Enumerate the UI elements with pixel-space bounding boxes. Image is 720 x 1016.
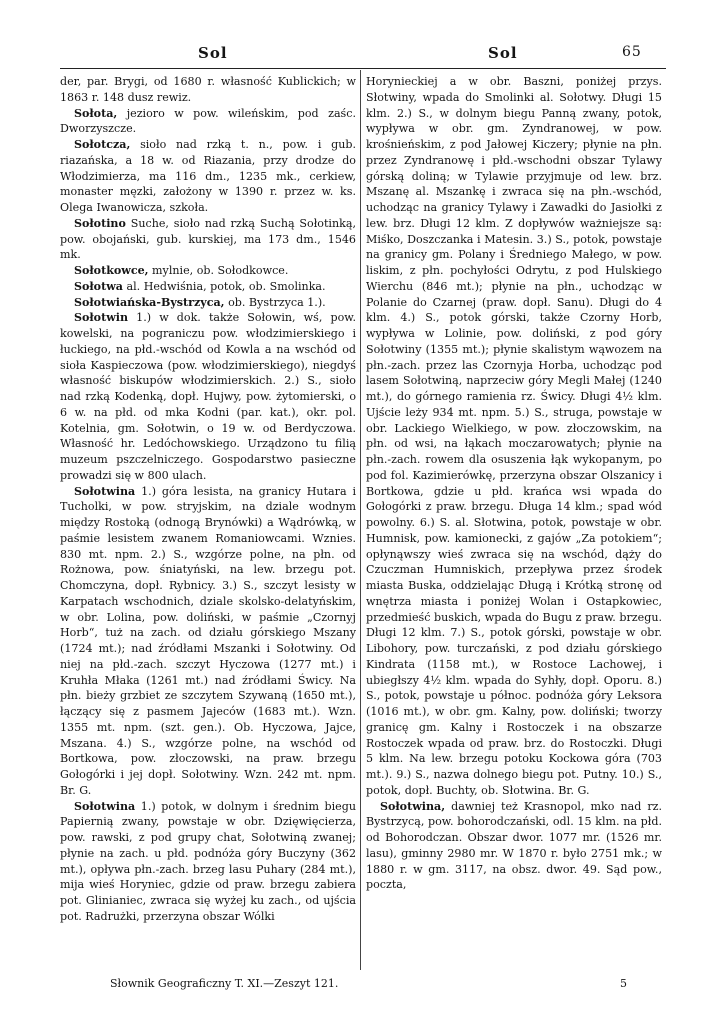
entry-paragraph	[60, 216, 356, 263]
running-header-left: Sol	[198, 44, 228, 62]
running-header-right: Sol	[488, 44, 518, 62]
entry-text: 1.) w dok. także Sołowin, wś, pow. kowelski, na pograniczu pow. włodzimierskiego i łuckiego, na płd.-wschód od Kowla a na wschód od sioła Kaspieczowa (pow. włodzimierskiego), niegdyś własność biskupów włodzimierskich. 2.) S., sioło nad rzką Kodenką, dopł. Hujwy, pow. żytomierski, o 6 w. na płd. od mka Kodni (par. kat.), okr. pol. Kotelnia, gm. Sołotwin, o 19 w. od Berdyczowa. Własność hr. Ledóchowskiego. Urządzono tu filią muzeum pszczelniczego. Gospodarstwo pasieczne prowadzi się w 800 ulach.	[60, 311, 356, 482]
entry-headword: Sołota,	[74, 106, 118, 120]
entry-headword: Sołotino	[74, 216, 126, 230]
entry-paragraph	[366, 74, 662, 799]
entry-text: Horynieckiej a w obr. Baszni, poniżej przys. Słotwiny, wpada do Smolinki al. Sołotwy. Długi 15 klm. 2.) S., w dolnym biegu Panną zwany, potok, wypływa w obr. gm. Zyndranowej, w pow. krośnieńskim, z pod Jałowej Kiczery; płynie na płn. przez Zyndranowę i płd.-wschodni obszar Tylawy górską doliną; w Tylawie przyjmuje od lew. brz. Mszanę al. Mszankę i zwraca się na płn.-wschód, uchodząc na granicy Tylawy i Zawadki do Jasiołki z lew. brz. Długi 12 klm. Z dopływów ważniejsze są: Miśko, Doszczanka i Matesin. 3.) S., potok, powstaje na granicy gm. Polany i Średniego Małego, w pow. liskim, z płn. pochyłości Odrytu, z pod Hulskiego Wierchu (846 mt.); płynie na płn., uchodząc w Polanie do Czarnej (praw. dopł. Sanu). Długi do 4 klm. 4.) S., potok górski, także Czorny Horb, wypływa w Lolinie, pow. doliński, z pod góry Sołotwiny (1355 mt.); płynie skalistym wąwozem na płn.-zach. przez las Czornyja Horba, uchodząc pod lasem Sołotwiną, naprzeciw góry Megli Małej (1240 mt.), do górnego ramienia rz. Świcy. Długi 4½ klm. Ujście leży 934 mt. npm. 5.) S., struga, powstaje w obr. Lackiego Wielkiego, w pow. złoczowskim, na płn. od wsi, na łąkach moczarowatych; płynie na płn.-zach. rowem dla osuszenia łąk wykopanym, po pod fol. Kazimierówkę, przerzyna obszar Olszanicy i Bortkowa, gdzie u płd. krańca wsi wpada do Gołogórki z praw. brzegu. Długa 14 klm.; spad wód powolny. 6.) S. al. Słotwina, potok, powstaje w obr. Humnisk, pow. kamionecki, z gajów „Za potokiem“; opłynąwszy wieś zwraca się na wschód, dąży do Czuczman Humniskich, przepływa przez środek miasta Buska, oddzielając Długą i Krótką stronę od wnętrza miasta i poniżej Wolan i Ostapkowiec, przedmieść buskich, wpada do Bugu z praw. brzegu. Długi 12 klm. 7.) S., potok górski, powstaje w obr. Libohory, pow. turczański, z pod działu górskiego Kindrata (1158 mt.), w Rostoce Lachowej, i ubiegłszy 4½ klm. wpada do Syhły, dopł. Oporu. 8.) S., potok, powstaje u północ. podnóża góry Leksora (1016 mt.), w obr. gm. Kalny, pow. doliński; tworzy granicę gm. Kalny i Rostoczek i na obszarze Rostoczek wpada od praw. brz. do Rostoczki. Długi 5 klm. Na lew. brzegu potoku Kockowa góra (703 mt.). 9.) S., nazwa dolnego biegu pot. Putny. 10.) S., potok, dopł. Buchty, ob. Słotwina. Br. G.	[366, 75, 662, 797]
entry-text: der, par. Brygi, od 1680 r. własność Kublickich; w 1863 r. 148 dusz rewiz.	[60, 75, 356, 104]
entry-text: jezioro w pow. wileńskim, pod zaśc. Dworzyszcze.	[60, 106, 356, 136]
entry-text: 1.) potok, w dolnym i średnim biegu Papiernią zwany, powstaje w obr. Dzięwięcierza, pow. rawski, z pod grupy chat, Sołotwiną zwanej; płynie na zach. u płd. podnóża góry Buczyny (362 mt.), opływa płn.-zach. brzeg lasu Puhary (284 mt.), mija wieś Horyniec, gdzie od praw. brzegu zabiera pot. Glinianiec, zwraca się wyżej ku zach., od ujścia pot. Radrużki, przerzyna obszar Wólki	[60, 799, 356, 923]
entry-text: 1.) góra lesista, na granicy Hutara i Tucholki, w pow. stryjskim, na dziale wodnym między Rostoką (odnogą Brynówki) a Wądrówką, w paśmie lesistem zwanem Romaniowcami. Wznies. 830 mt. npm. 2.) S., wzgórze polne, na płn. od Rożnowa, pow. śniatyński, na lew. brzegu pot. Chomczyna, dopł. Rybnicy. 3.) S., szczyt lesisty w Karpatach wschodnich, dziale skolsko-delatyńskim, w obr. Lolina, pow. doliński, w paśmie „Czornyj Horb“, tuż na zach. od działu górskiego Mszany (1724 mt.); nad źródłami Mszanki i Sołotwiny. Od niej na płd.-zach. szczyt Hyczowa (1277 mt.) i Kruhła Młaka (1261 mt.) nad źródłami Świcy. Na płn. bieży grzbiet ze szczytem Szywaną (1650 mt.), łączący się z pasmem Jajeców (1683 mt.). Wzn. 1355 mt. npm. (szt. gen.). Ob. Hyczowa, Jajce, Mszana. 4.) S., wzgórze polne, na wschód od Bortkowa, pow. złoczowski, na praw. brzegu Gołogórki i jej dopł. Sołotwiny. Wzn. 242 mt. npm. Br. G.	[60, 484, 356, 797]
entry-paragraph	[60, 799, 356, 925]
footer-sheet-number: 5	[620, 977, 627, 990]
entry-headword: Sołotwa	[74, 279, 123, 293]
entry-headword: Sołotwiańska-Bystrzyca,	[74, 295, 225, 309]
entry-paragraph	[60, 106, 356, 138]
footer-signature: Słownik Geograficzny T. XI.—Zeszyt 121.	[110, 977, 339, 990]
entry-text: sioło nad rzką t. n., pow. i gub. riazańska, a 18 w. od Riazania, przy drodze do Włodzimierza, ma 116 dm., 1235 mk., cerkiew, monaster męzki, założony w 1390 r. przez w. ks. Olega Iwanowicza, szkoła.	[60, 138, 356, 214]
entry-paragraph	[60, 263, 356, 279]
entry-paragraph	[60, 279, 356, 295]
right-column	[366, 74, 662, 893]
entry-paragraph	[60, 484, 356, 799]
entry-paragraph	[60, 137, 356, 216]
entry-text: dawniej też Krasnopol, mko nad rz. Bystrzycą, pow. bohorodczański, odl. 15 klm. na płd. od Bohorodczan. Obszar dwor. 1077 mr. (1526 mr. lasu), gminny 2980 mr. W 1870 r. było 2751 mk.; w 1880 r. w gm. 3117, na obsz. dwor. 49. Sąd pow., poczta,	[366, 799, 662, 892]
entry-text: al. Hedwiśnia, potok, ob. Smolinka.	[122, 279, 326, 293]
column-divider	[360, 70, 361, 970]
entry-text: mylnie, ob. Sołodkowce.	[148, 264, 289, 277]
entry-headword: Sołotcza,	[74, 138, 131, 151]
entry-headword: Sołotkowce,	[74, 264, 149, 277]
entry-headword: Sołotwina	[74, 484, 136, 498]
entry-text: ob. Bystrzyca 1.).	[224, 295, 326, 309]
entry-paragraph	[60, 74, 356, 106]
entry-paragraph	[60, 310, 356, 483]
entry-paragraph	[366, 799, 662, 894]
header-rule	[60, 68, 666, 69]
entry-headword: Sołotwina	[74, 799, 136, 813]
entry-headword: Sołotwina,	[380, 799, 446, 813]
left-column	[60, 74, 356, 925]
entry-headword: Sołotwin	[74, 311, 129, 325]
page-number: 65	[622, 44, 642, 60]
entry-text: Suche, sioło nad rzką Suchą Sołotinką, pow. obojański, gub. kurskiej, ma 173 dm., 1546 mk.	[60, 216, 356, 262]
entry-paragraph	[60, 295, 356, 311]
